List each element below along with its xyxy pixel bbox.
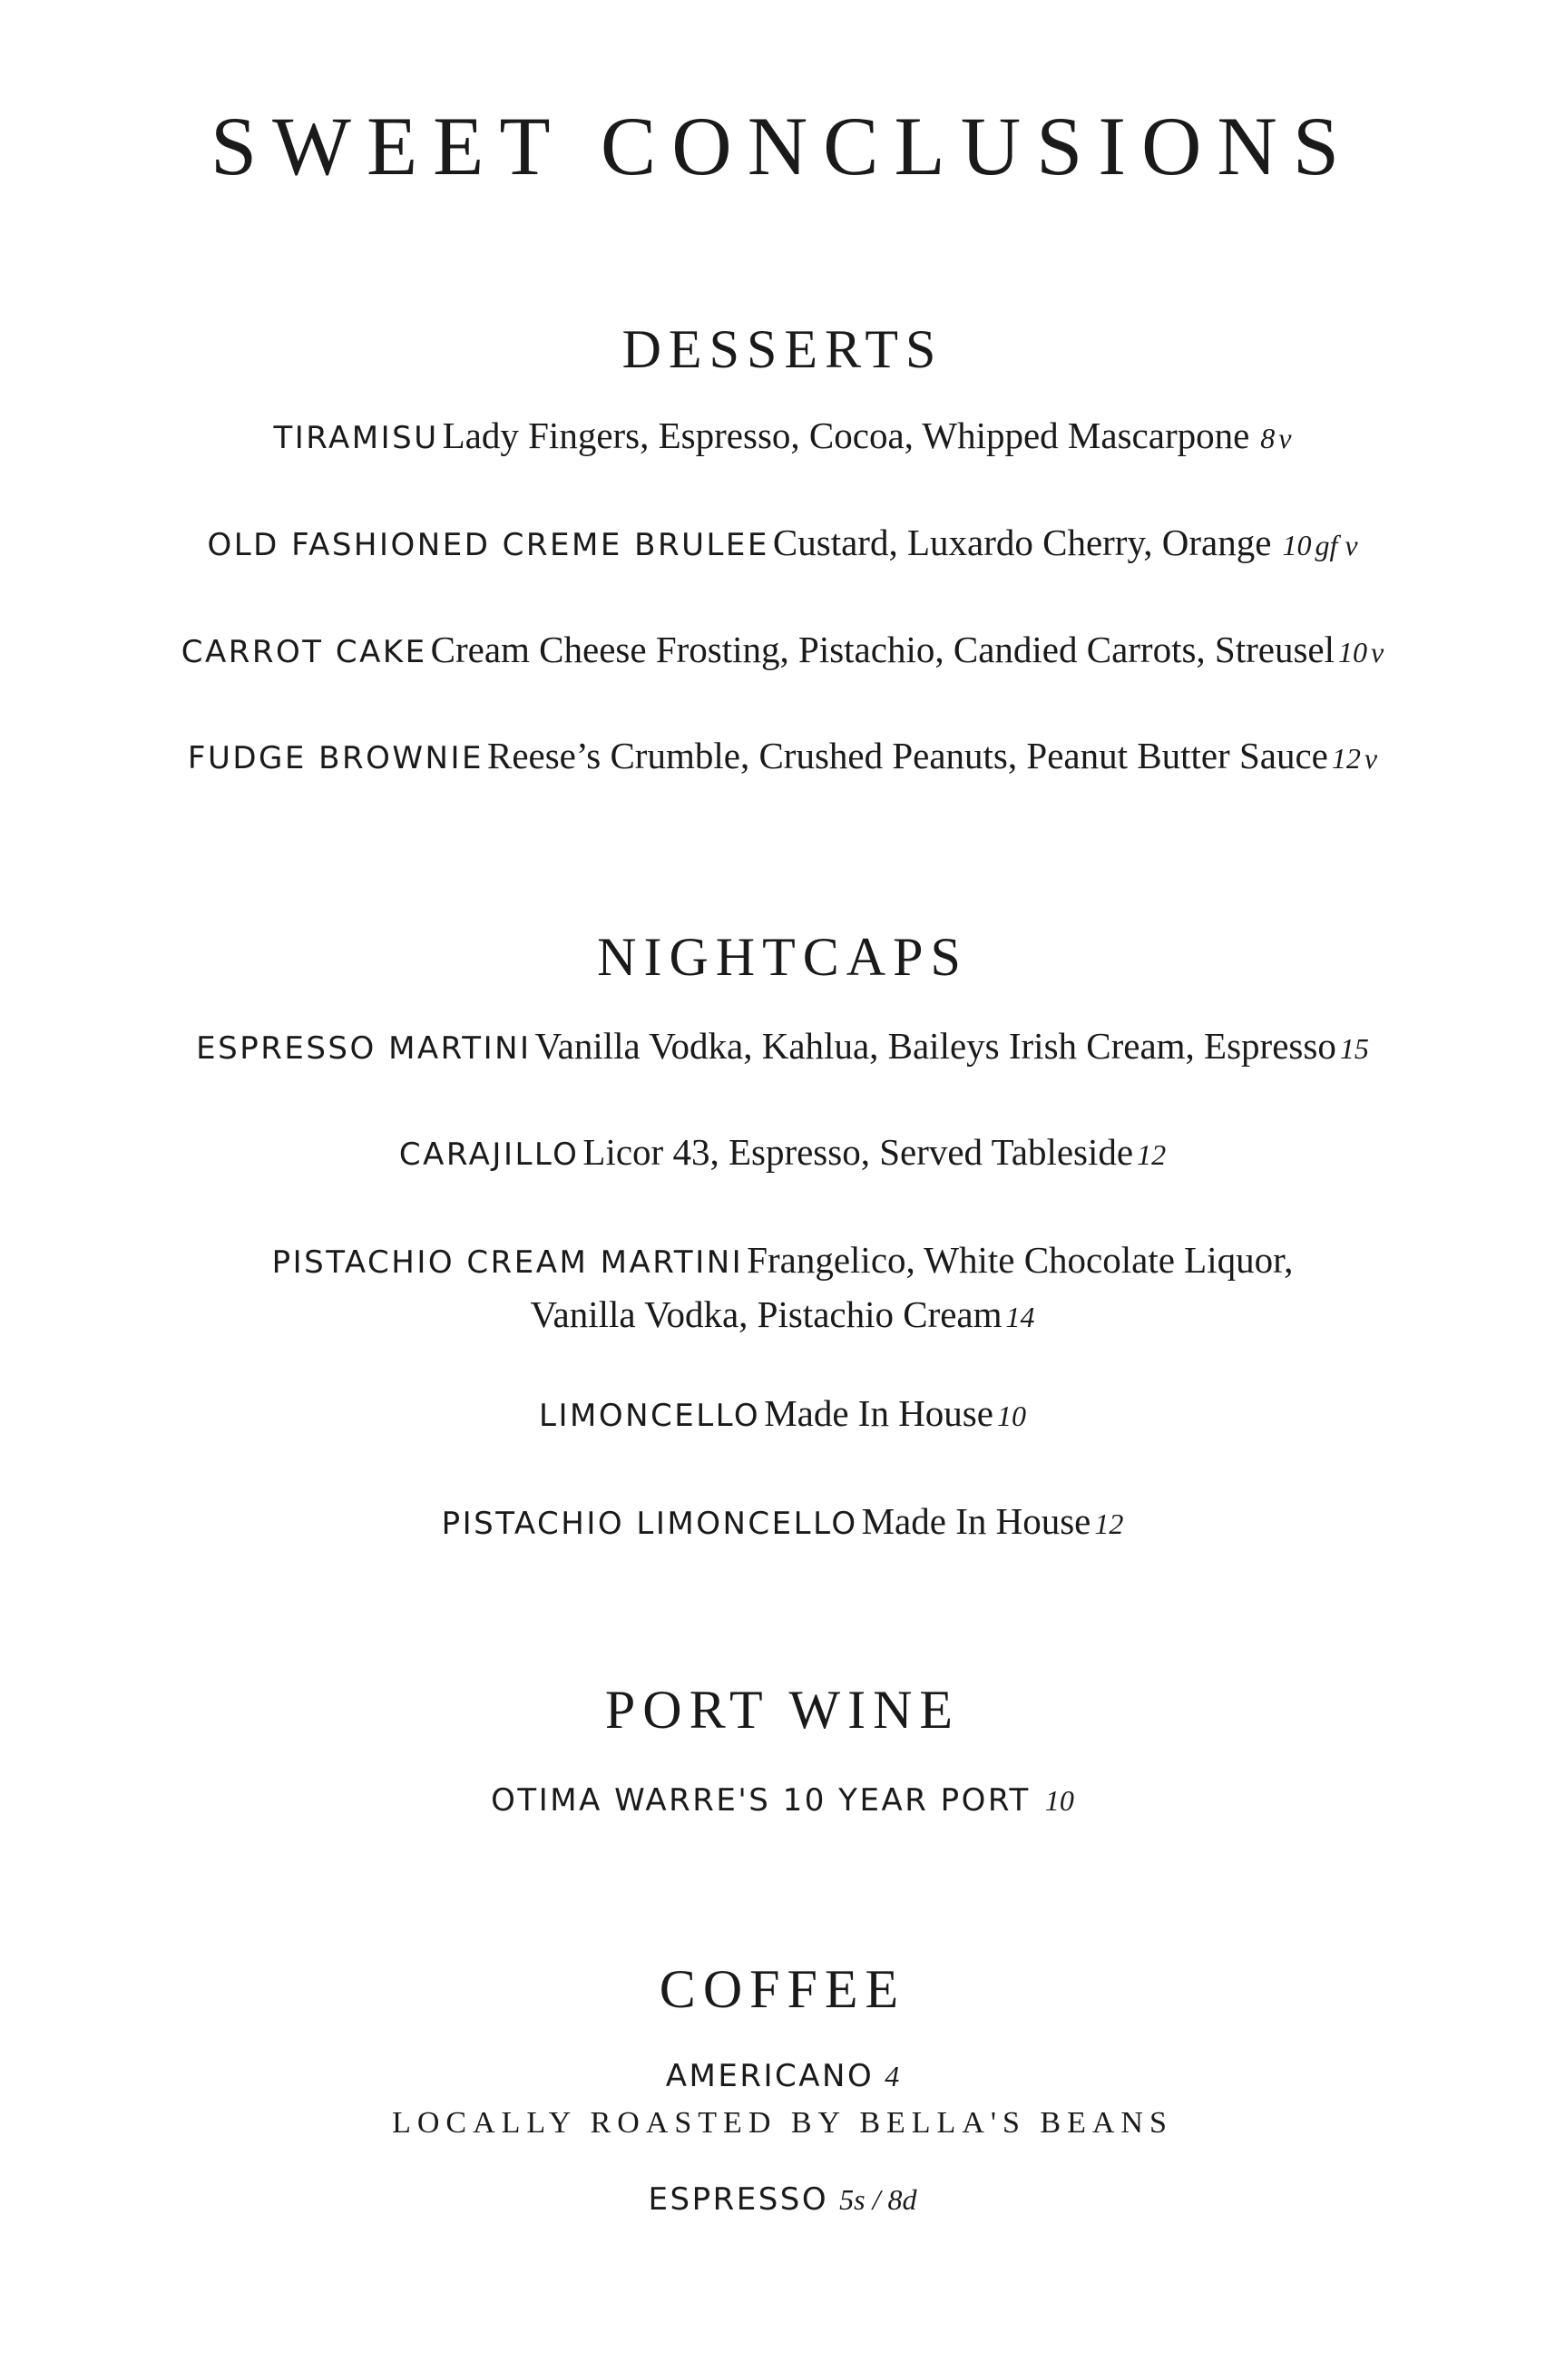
item-name: OLD FASHIONED CREME BRULEE (207, 527, 769, 563)
item-price: 12 (1137, 1138, 1167, 1171)
menu-item-creme-brulee (73, 520, 1492, 574)
item-name: ESPRESSO MARTINI (196, 1030, 532, 1067)
menu-item-carajillo (73, 1129, 1492, 1184)
item-price: 10 (996, 1400, 1026, 1432)
menu-item-limoncello (73, 1390, 1492, 1445)
item-description-continued: Vanilla Vodka, Pistachio Cream (530, 1293, 1003, 1335)
item-price: 10 (1282, 529, 1312, 561)
item-name: PISTACHIO CREAM MARTINI (271, 1244, 744, 1281)
menu-item-espresso-martini (73, 1023, 1492, 1078)
item-description: Custard, Luxardo Cherry, Orange (772, 522, 1272, 563)
item-description: Reese’s Crumble, Crushed Peanuts, Peanut Butter Sauce (486, 735, 1328, 776)
item-price: 15 (1339, 1032, 1369, 1065)
item-description: Made In House (861, 1500, 1091, 1542)
item-description: Lady Fingers, Espresso, Cocoa, Whipped Mascarpone (442, 415, 1250, 456)
desserts-heading: DESSERTS (621, 319, 944, 379)
menu-item-pistachio-cream-martini (73, 1237, 1492, 1346)
item-name: PISTACHIO LIMONCELLO (441, 1506, 858, 1542)
item-description: Vanilla Vodka, Kahlua, Baileys Irish Cream, Espresso (534, 1025, 1336, 1067)
item-name: CARROT CAKE (181, 634, 427, 670)
item-description: Frangelico, White Chocolate Liquor, (747, 1239, 1294, 1281)
roaster-note: LOCALLY ROASTED BY BELLA'S BEANS (392, 2106, 1173, 2140)
item-name: CARAJILLO (398, 1136, 580, 1173)
item-price: 8 (1260, 422, 1276, 454)
item-name: LIMONCELLO (539, 1398, 761, 1434)
coffee-heading: COFFEE (659, 1959, 906, 2019)
item-name: OTIMA WARRE'S 10 YEAR PORT (491, 1782, 1031, 1819)
item-price: 12 (1331, 742, 1361, 775)
item-price: 5s / 8d (839, 2183, 917, 2216)
item-price: 12 (1094, 1507, 1124, 1540)
dietary-tags: v (1371, 636, 1384, 668)
menu-item-tiramisu (73, 413, 1492, 467)
menu-item-pistachio-limoncello (73, 1498, 1492, 1553)
menu-item-carrot-cake (73, 627, 1492, 681)
item-name: AMERICANO (665, 2058, 875, 2094)
item-description: Made In House (764, 1392, 993, 1434)
item-description: Cream Cheese Frosting, Pistachio, Candied Carrots, Streusel (430, 629, 1335, 670)
dietary-tags: gf v (1315, 529, 1358, 561)
item-name: ESPRESSO (648, 2181, 829, 2218)
menu-title: SWEET CONCLUSIONS (210, 100, 1355, 192)
nightcaps-heading: NIGHTCAPS (597, 927, 968, 987)
port-wine-heading: PORT WINE (604, 1680, 961, 1740)
menu-item-warres-port (73, 1778, 1492, 1829)
item-price: 10 (1338, 636, 1368, 668)
menu-item-americano (73, 2053, 1492, 2105)
item-price: 10 (1044, 1784, 1074, 1817)
dietary-tags: v (1364, 742, 1378, 775)
item-description: Licor 43, Espresso, Served Tableside (582, 1131, 1134, 1173)
menu-item-espresso (73, 2177, 1492, 2229)
item-price: 4 (885, 2060, 900, 2092)
dietary-tags: v (1278, 422, 1292, 454)
item-name: TIRAMISU (273, 420, 439, 456)
item-price: 14 (1005, 1301, 1035, 1333)
item-name: FUDGE BROWNIE (187, 740, 484, 776)
menu-item-fudge-brownie (73, 733, 1492, 787)
